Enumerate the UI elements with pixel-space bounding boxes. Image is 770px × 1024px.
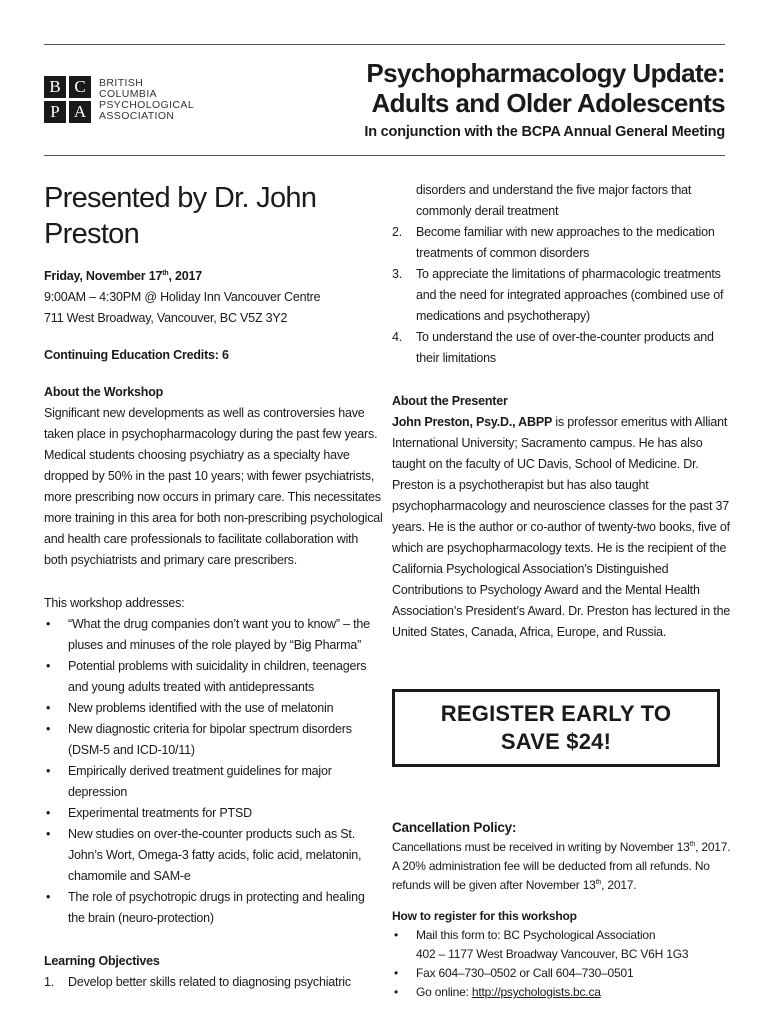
objectives-list-start [44, 972, 384, 993]
event-address: 711 West Broadway, Vancouver, BC V5Z 3Y2 [44, 311, 288, 325]
left-column [44, 180, 384, 993]
list-text: Become familiar with new approaches to the medication treatments of common disorders [416, 225, 715, 260]
list-text: To appreciate the limitations of pharmacologic treatments and the need for integrated approaches (combined use of medications and psychotherapy) [416, 267, 724, 323]
title-line-2: Adults and Older Adolescents [371, 88, 725, 118]
list-item [392, 264, 732, 327]
presenter-name: John Preston, Psy.D., ABPP [392, 415, 553, 429]
cancel-sup: th [595, 879, 602, 886]
presenter-bio-text: is professor emeritus with Alliant International University; Sacramento campus. He has also taught on the faculty of UC Davis, School of Medicine. Dr. Preston is a psychotherapist but has also taught psychopharmacology and neuroscience classes for the past 37 years. He is the author or co-author of twenty-two books, five of which are psychopharmacology texts. He is the recipient of the California Psychological Association’s Distinguished Contributions to Psychology Award and the Mental Health Association’s President’s Award. Dr. Preston has lectured in the United States, Canada, Africa, Europe, and Russia. [392, 415, 731, 639]
event-date [44, 266, 384, 287]
register-heading: How to register for this workshop [392, 909, 577, 923]
list-item [392, 327, 732, 369]
subtitle: In conjunction with the BCPA Annual General Meeting [364, 124, 725, 140]
credits: Continuing Education Credits: 6 [44, 348, 229, 362]
list-text: To understand the use of over-the-counter products and their limitations [416, 330, 714, 365]
register-online-label: Go online: [416, 985, 472, 999]
date-text: Friday, November 17 [44, 269, 163, 283]
right-column [392, 180, 732, 1002]
logo-text-line: ASSOCIATION [99, 109, 175, 122]
list-item: • New diagnostic criteria for bipolar spectrum disorders (DSM-5 and ICD-10/11) [44, 719, 384, 761]
logo-letter: C [69, 76, 91, 98]
list-text: disorders and understand the five major factors that commonly derail treatment [416, 183, 692, 218]
cancel-text: , 2017. [601, 878, 637, 892]
document-title [364, 58, 725, 140]
about-presenter-heading: About the Presenter [392, 394, 508, 408]
logo-wordmark [99, 78, 194, 122]
event-time-location: 9:00AM – 4:30PM @ Holiday Inn Vancouver Centre [44, 290, 321, 304]
topic-list [44, 614, 384, 929]
list-item [392, 222, 732, 264]
logo-text-line: BRITISH [99, 76, 144, 89]
list-item [392, 926, 732, 964]
about-workshop-text: Significant new developments as well as controversies have taken place in psychopharmacology during the past few years. Medical students choosing psychiatry as a specialty have dropped by 50% in the past 10 years; with fewer psychiatrists, more prescribing now occurs in primary care. This necessitates more training in this area for both non-prescribing psychological and health care professionals to facilitate collaboration with both psychiatrists and primary care prescribers. [44, 406, 383, 567]
cancellation-text [392, 838, 732, 895]
date-year: , 2017 [168, 269, 203, 283]
bcpa-logo [44, 76, 194, 123]
list-item [392, 983, 732, 1002]
list-text: Develop better skills related to diagnosing psychiatric [68, 975, 351, 989]
register-line-2: SAVE $24! [500, 729, 612, 754]
cancel-text: , 2017. A 20% administration fee will be deducted from all refunds. No refunds will be given after November 13 [392, 840, 731, 892]
list-item: • New problems identified with the use of melatonin [44, 698, 384, 719]
list-number: 4. [392, 330, 403, 344]
presenter-heading: Presented by Dr. John Preston [44, 182, 317, 250]
logo-mark [44, 76, 91, 123]
cancel-text: Cancellations must be received in writing by November 13 [392, 840, 690, 854]
register-early-banner [392, 689, 720, 767]
list-item: • Fax 604–730–0502 or Call 604–730–0501 [392, 964, 732, 983]
top-rule [44, 44, 725, 45]
header-rule [44, 155, 725, 156]
register-website-link[interactable]: http://psychologists.bc.ca [471, 985, 601, 999]
logo-letter: B [44, 76, 66, 98]
register-mail: Mail this form to: BC Psychological Association [416, 928, 656, 942]
list-item [392, 180, 732, 222]
objectives-list [392, 180, 732, 369]
cancellation-heading: Cancellation Policy: [392, 820, 517, 835]
register-mail-address: 402 – 1177 West Broadway Vancouver, BC V6H 1G3 [416, 947, 689, 961]
cancel-sup: th [689, 841, 696, 848]
list-item: • Potential problems with suicidality in children, teenagers and young adults treated with antidepressants [44, 656, 384, 698]
logo-letter: P [44, 101, 66, 123]
list-number: 1. [44, 975, 55, 989]
register-banner-text [441, 700, 671, 756]
date-sup: th [162, 269, 169, 277]
addresses-intro: This workshop addresses: [44, 596, 185, 610]
list-number: 2. [392, 225, 403, 239]
list-item: • Experimental treatments for PTSD [44, 803, 384, 824]
list-item: • New studies on over-the-counter products such as St. John’s Wort, Omega-3 fatty acids, folic acid, melatonin, chamomile and SAM-e [44, 824, 384, 887]
about-workshop-heading: About the Workshop [44, 385, 164, 399]
objectives-heading: Learning Objectives [44, 954, 160, 968]
presenter-bio [392, 412, 732, 643]
list-number: 3. [392, 267, 403, 281]
list-item: • “What the drug companies don’t want you to know” – the pluses and minuses of the role played by “Big Pharma” [44, 614, 384, 656]
title-line-1: Psychopharmacology Update: [366, 58, 725, 88]
logo-text-line: PSYCHOLOGICAL [99, 98, 195, 111]
logo-letter: A [69, 101, 91, 123]
list-item [44, 972, 384, 993]
register-list [392, 926, 732, 1002]
register-line-1: REGISTER EARLY TO [440, 701, 672, 726]
list-item: • Empirically derived treatment guidelines for major depression [44, 761, 384, 803]
logo-text-line: COLUMBIA [99, 87, 158, 100]
list-item: • The role of psychotropic drugs in protecting and healing the brain (neuro-protection) [44, 887, 384, 929]
